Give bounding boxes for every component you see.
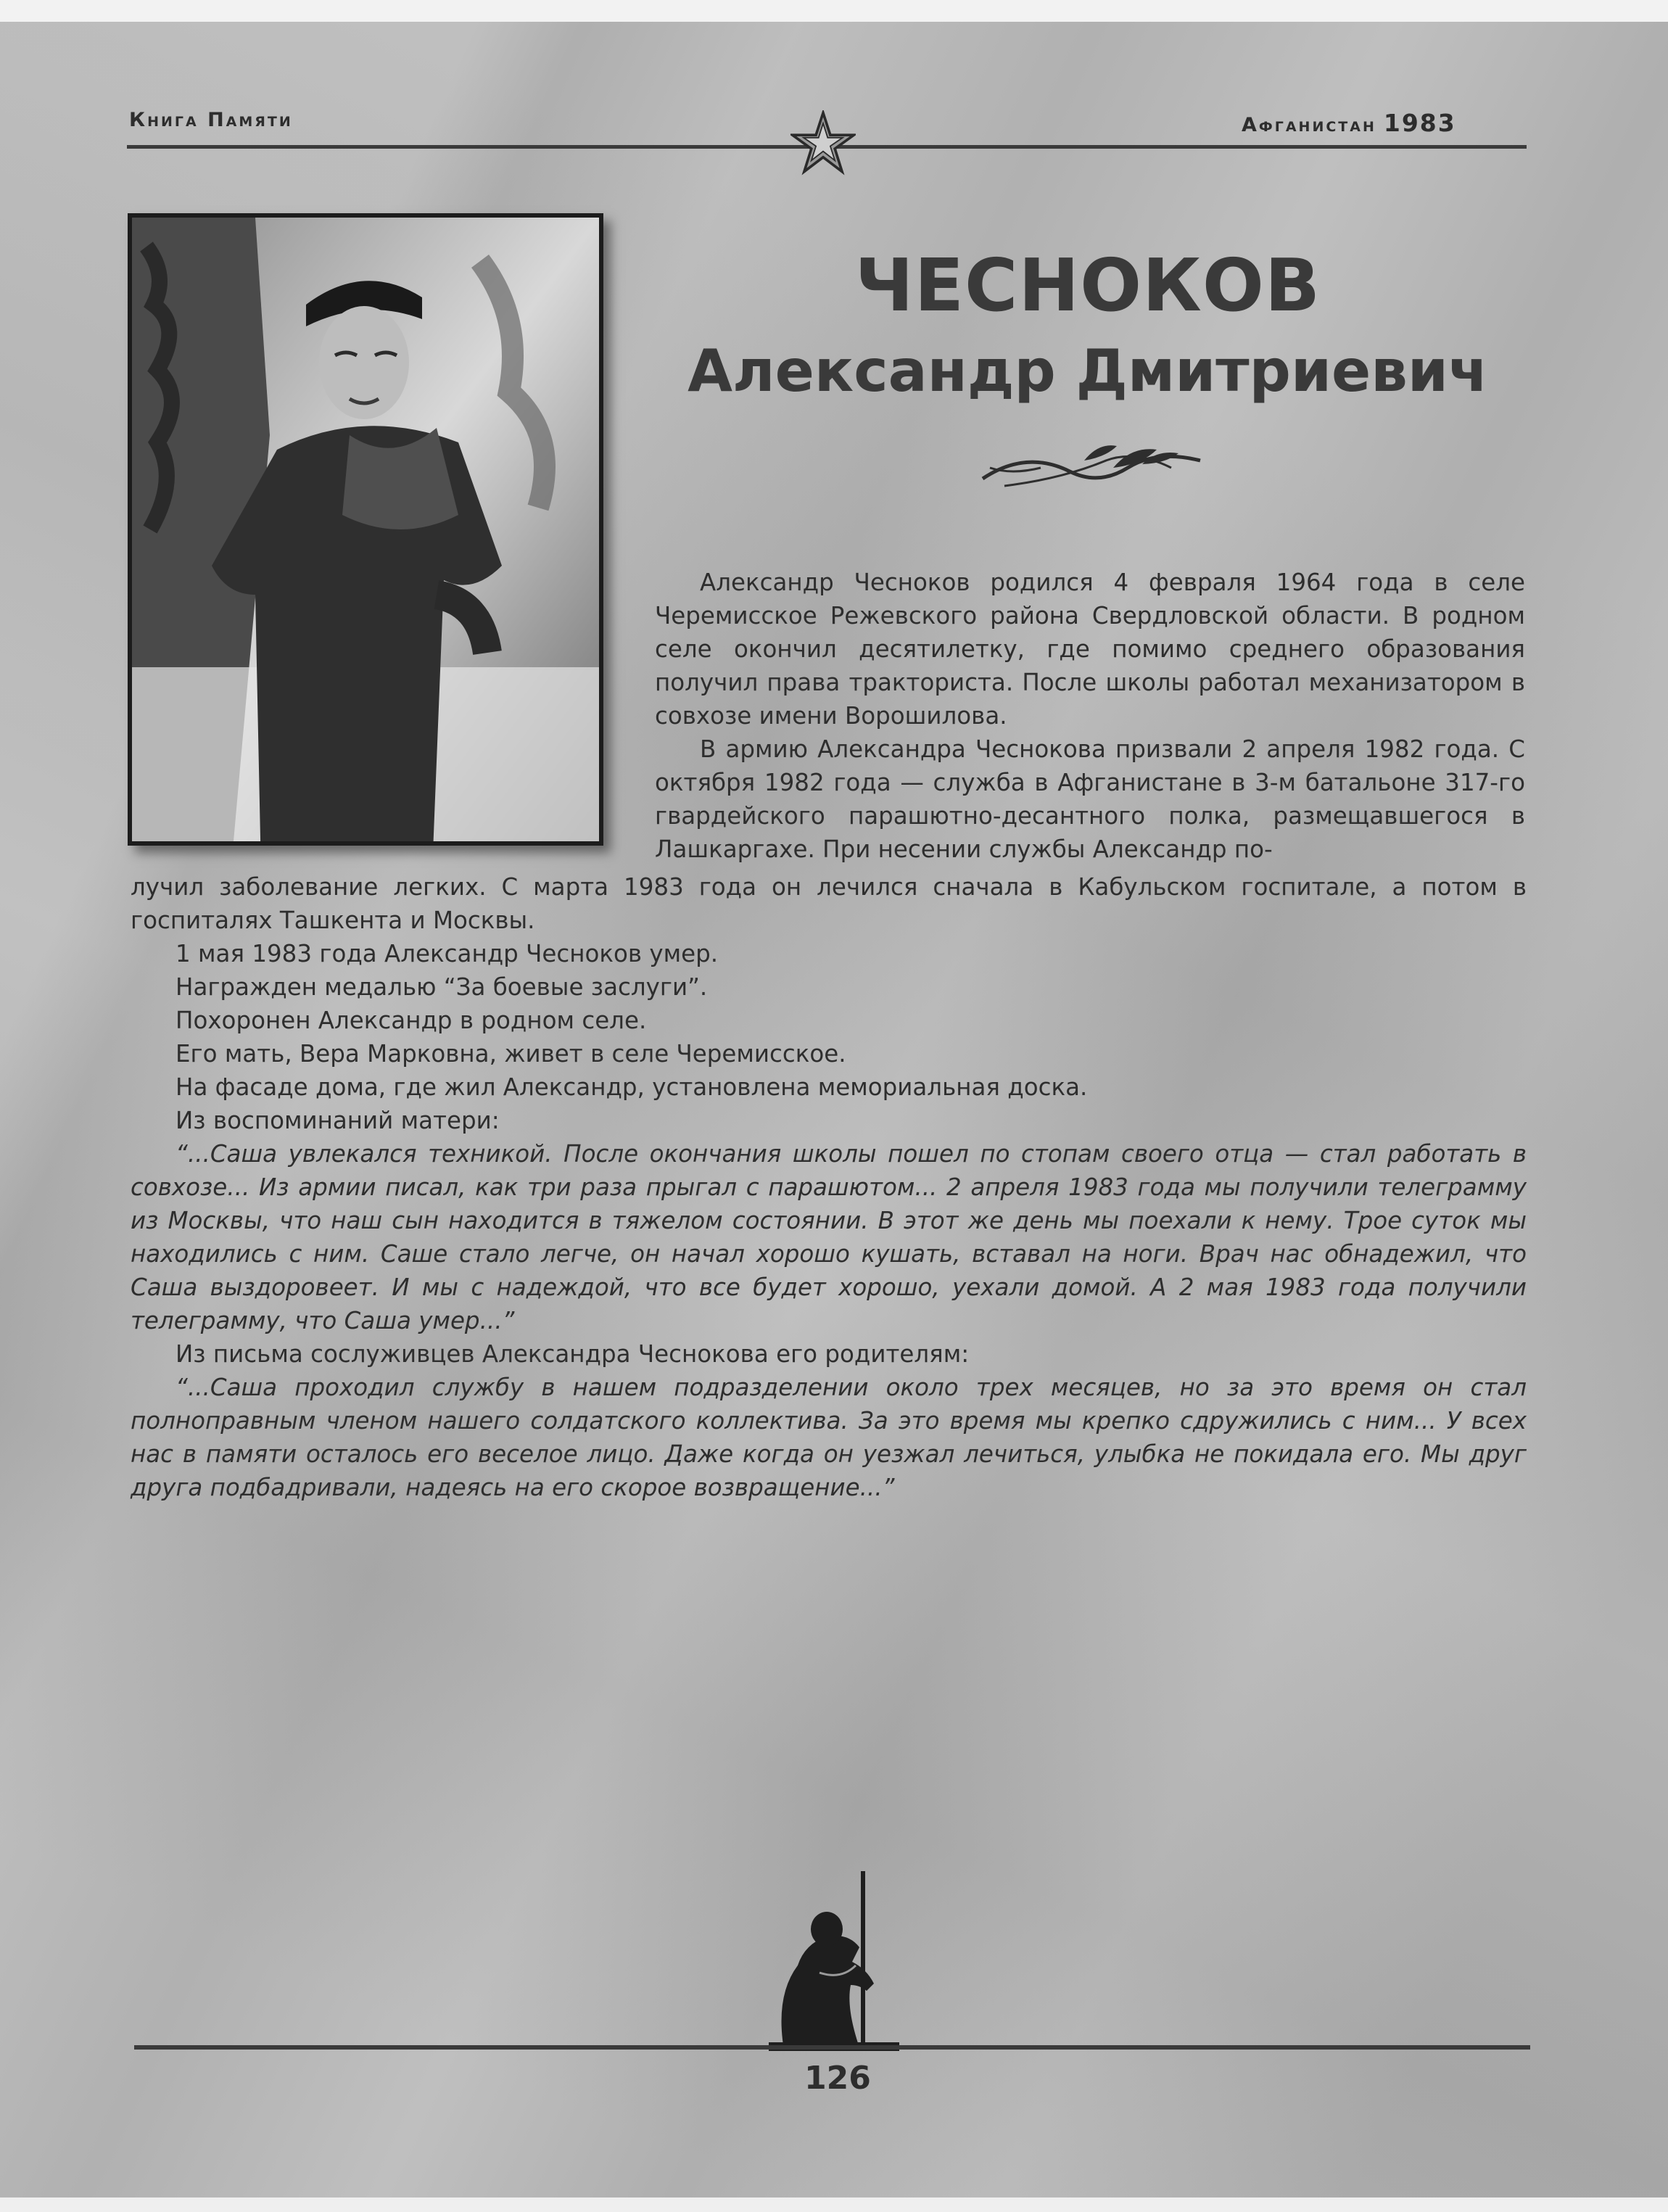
star-icon (790, 110, 856, 176)
main-text (131, 870, 1527, 1504)
running-head-label: Афганистан (1242, 114, 1376, 136)
quote-comrades: “...Саша проходил службу в нашем подразделении около трех месяцев, но за это время он стал полноправным членом нашего солдатского коллектива. За это время мы крепко сдружились с ним... У всех нас в памяти осталось его веселое лицо. Даже когда он уезжал лечиться, улыбка не покидала его. Мы друг друга подбадривали, надеясь на его скорое возвращение...” (131, 1374, 1527, 1501)
footer-rule (134, 2045, 1530, 2050)
running-head-year: 1983 (1383, 109, 1456, 137)
paragraph-death: 1 мая 1983 года Александр Чесноков умер. (176, 940, 719, 967)
paragraph-burial: Похоронен Александр в родном селе. (176, 1007, 647, 1034)
surname-heading: ЧЕСНОКОВ (854, 243, 1321, 328)
running-head-right (1242, 109, 1456, 137)
paragraph-service: В армию Александра Чеснокова призвали 2 апреля 1982 года. С октября 1982 года — служба в Афганистане в 3-м батальоне 317-го гвардейского парашютно-десантного полка, размещавшегося в Лашкаргахе. При несении службы Александр по- (655, 735, 1525, 863)
running-head-left: Книга Памяти (129, 109, 293, 131)
given-names-heading: Александр Дмитриевич (688, 337, 1488, 405)
paragraph-letter-intro: Из письма сослуживцев Александра Чеснокова его родителям: (176, 1340, 970, 1368)
paragraph-mother: Его мать, Вера Марковна, живет в селе Черемисское. (176, 1040, 846, 1068)
paragraph-birth: Александр Чесноков родился 4 февраля 1964 года в селе Черемисское Режевского района Свердловской области. В родном селе окончил десятилетку, где помимо среднего образования получил права тракториста. После школы работал механизатором в совхозе имени Ворошилова. (655, 569, 1525, 730)
portrait-image (132, 218, 599, 841)
paragraph-plaque: На фасаде дома, где жил Александр, установлена мемориальная доска. (176, 1073, 1088, 1101)
intro-text (655, 566, 1525, 866)
scan-edge-bottom (0, 2197, 1668, 2212)
soldier-monument-icon (754, 1871, 914, 2052)
paragraph-illness: лучил заболевание легких. С марта 1983 года он лечился сначала в Кабульском госпитале, а потом в госпиталях Ташкента и Москвы. (131, 873, 1527, 934)
portrait-photo (128, 213, 603, 846)
paragraph-award: Награжден медалью “За боевые заслуги”. (176, 973, 708, 1001)
quote-mother: “...Саша увлекался техникой. После окончания школы пошел по стопам своего отца — стал работать в совхозе... Из армии писал, как три раза прыгал с парашютом... 2 апреля 1983 года мы получили телеграмму из Москвы, что наш сын находится в тяжелом состоянии. В этот же день мы поехали к нему. Трое суток мы находились с ним. Саше стало легче, он начал хорошо кушать, вставал на ноги. Врач нас обнадежил, что Саша выздоровеет. И мы с надеждой, что все будет хорошо, уехали домой. А 2 мая 1983 года получили телеграмму, что Саша умер...” (131, 1140, 1527, 1334)
page-number: 126 (804, 2060, 871, 2097)
scan-edge-top (0, 0, 1668, 22)
paragraph-memoir-intro: Из воспоминаний матери: (176, 1107, 500, 1134)
ornament-icon (975, 439, 1207, 497)
